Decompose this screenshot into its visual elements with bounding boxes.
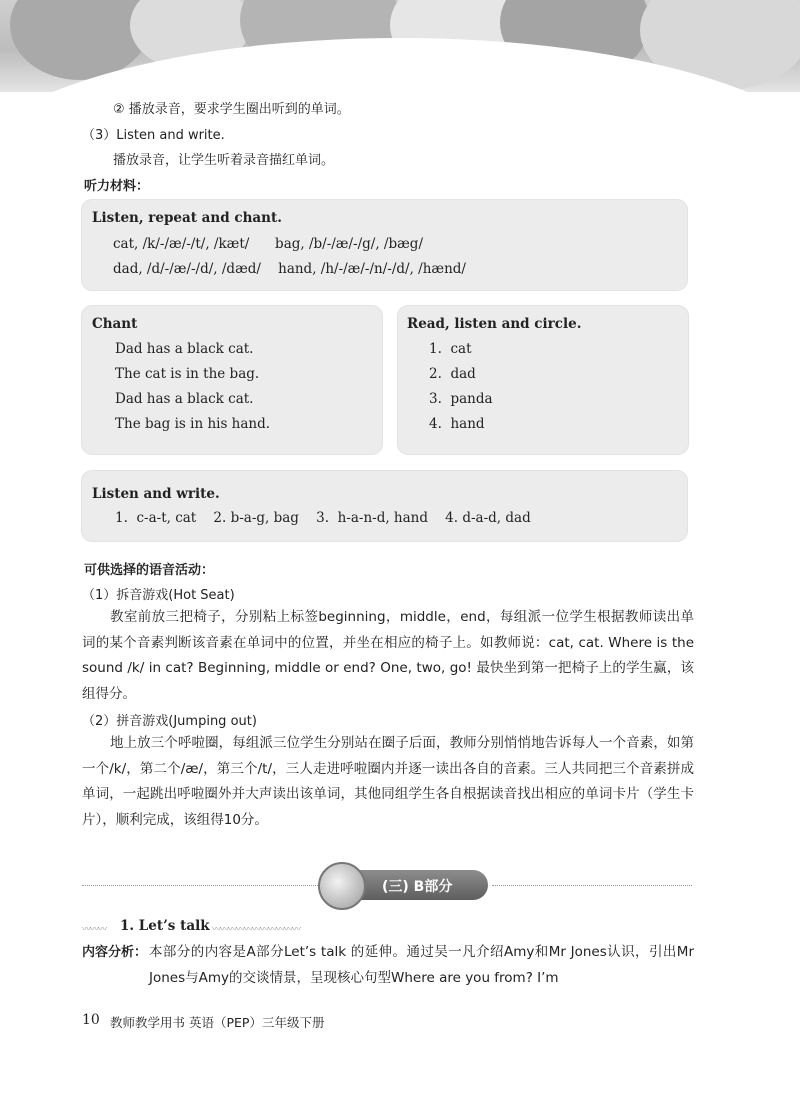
panda-mascot-icon xyxy=(318,862,366,910)
section-divider-right xyxy=(492,885,692,886)
activity-1-title: （1）拆音游戏(Hot Seat) xyxy=(82,588,235,603)
phonics-line-2: dad, /d/-/æ/-/d/, /dæd/ hand, /h/-/æ/-/n/-/d/, /hænd/ xyxy=(113,261,466,277)
read-listen-circle-title: Read, listen and circle. xyxy=(407,316,582,332)
chant-line: The bag is in his hand. xyxy=(115,416,271,432)
instruction-item-3-title: （3）Listen and write. xyxy=(82,128,225,143)
listening-material-label: 听力材料： xyxy=(84,179,150,194)
section-b-label: (三) B部分 xyxy=(382,879,453,895)
content-analysis-label: 内容分析： xyxy=(82,945,148,960)
section-divider-left xyxy=(82,885,322,886)
wave-decoration-left: 〰〰〰 xyxy=(82,925,107,935)
activity-2-title: （2）拼音游戏(Jumping out) xyxy=(82,714,257,729)
instruction-item-3-desc: 播放录音，让学生听着录音描红单词。 xyxy=(113,153,335,168)
phonics-line-1: cat, /k/-/æ/-/t/, /kæt/ bag, /b/-/æ/-/g/, /bæg/ xyxy=(113,236,423,252)
chant-line: Dad has a black cat. xyxy=(115,341,254,357)
content-analysis-body: 本部分的内容是A部分Let’s talk 的延伸。通过吴一凡介绍Amy和Mr Jones认识，引出Mr Jones与Amy的交谈情景，呈现核心句型Where are you from? I’m xyxy=(149,944,694,986)
chant-line: The cat is in the bag. xyxy=(115,366,260,382)
lets-talk-heading: 1. Let’s talk xyxy=(120,918,210,934)
wave-decoration-right: 〰〰〰〰〰〰〰〰〰〰〰 xyxy=(212,925,301,935)
instruction-item-2: ② 播放录音，要求学生圈出听到的单词。 xyxy=(113,102,350,117)
page-number: 10 xyxy=(82,1012,100,1028)
circle-item: 1. cat xyxy=(429,341,472,357)
activities-label: 可供选择的语音活动： xyxy=(84,563,215,578)
header-banner xyxy=(0,0,800,92)
activity-1-body: 教室前放三把椅子，分别粘上标签beginning，middle，end，每组派一位学生根据教师读出单词的某个音素判断该音素在单词中的位置，并坐在相应的椅子上。如教师说：cat, cat. Where is the sound /k/ in cat? Beginning, middle or end? One, two, go! 最快坐到第一把椅子上的学生赢，该组得分。 xyxy=(82,609,694,702)
circle-item: 3. panda xyxy=(429,391,493,407)
chant-title: Chant xyxy=(92,316,138,332)
listen-write-answers: 1. c-a-t, cat 2. b-a-g, bag 3. h-a-n-d, hand 4. d-a-d, dad xyxy=(115,510,531,526)
listen-write-box xyxy=(82,471,687,541)
circle-item: 2. dad xyxy=(429,366,476,382)
activity-2-body: 地上放三个呼啦圈，每组派三位学生分别站在圈子后面，教师分别悄悄地告诉每人一个音素，如第一个/k/，第二个/æ/，第三个/t/，三人走进呼啦圈内并逐一读出各自的音素。三人共同把三个音素拼成单词，一起跳出呼啦圈外并大声读出该单词，其他同组学生各自根据读音找出相应的单词卡片（学生卡片），顺利完成，该组得10分。 xyxy=(82,735,694,828)
listen-repeat-chant-title: Listen, repeat and chant. xyxy=(92,210,282,226)
chant-line: Dad has a black cat. xyxy=(115,391,254,407)
listen-write-title: Listen and write. xyxy=(92,486,220,502)
circle-item: 4. hand xyxy=(429,416,485,432)
book-title: 教师教学用书 英语（PEP）三年级下册 xyxy=(110,1015,325,1030)
